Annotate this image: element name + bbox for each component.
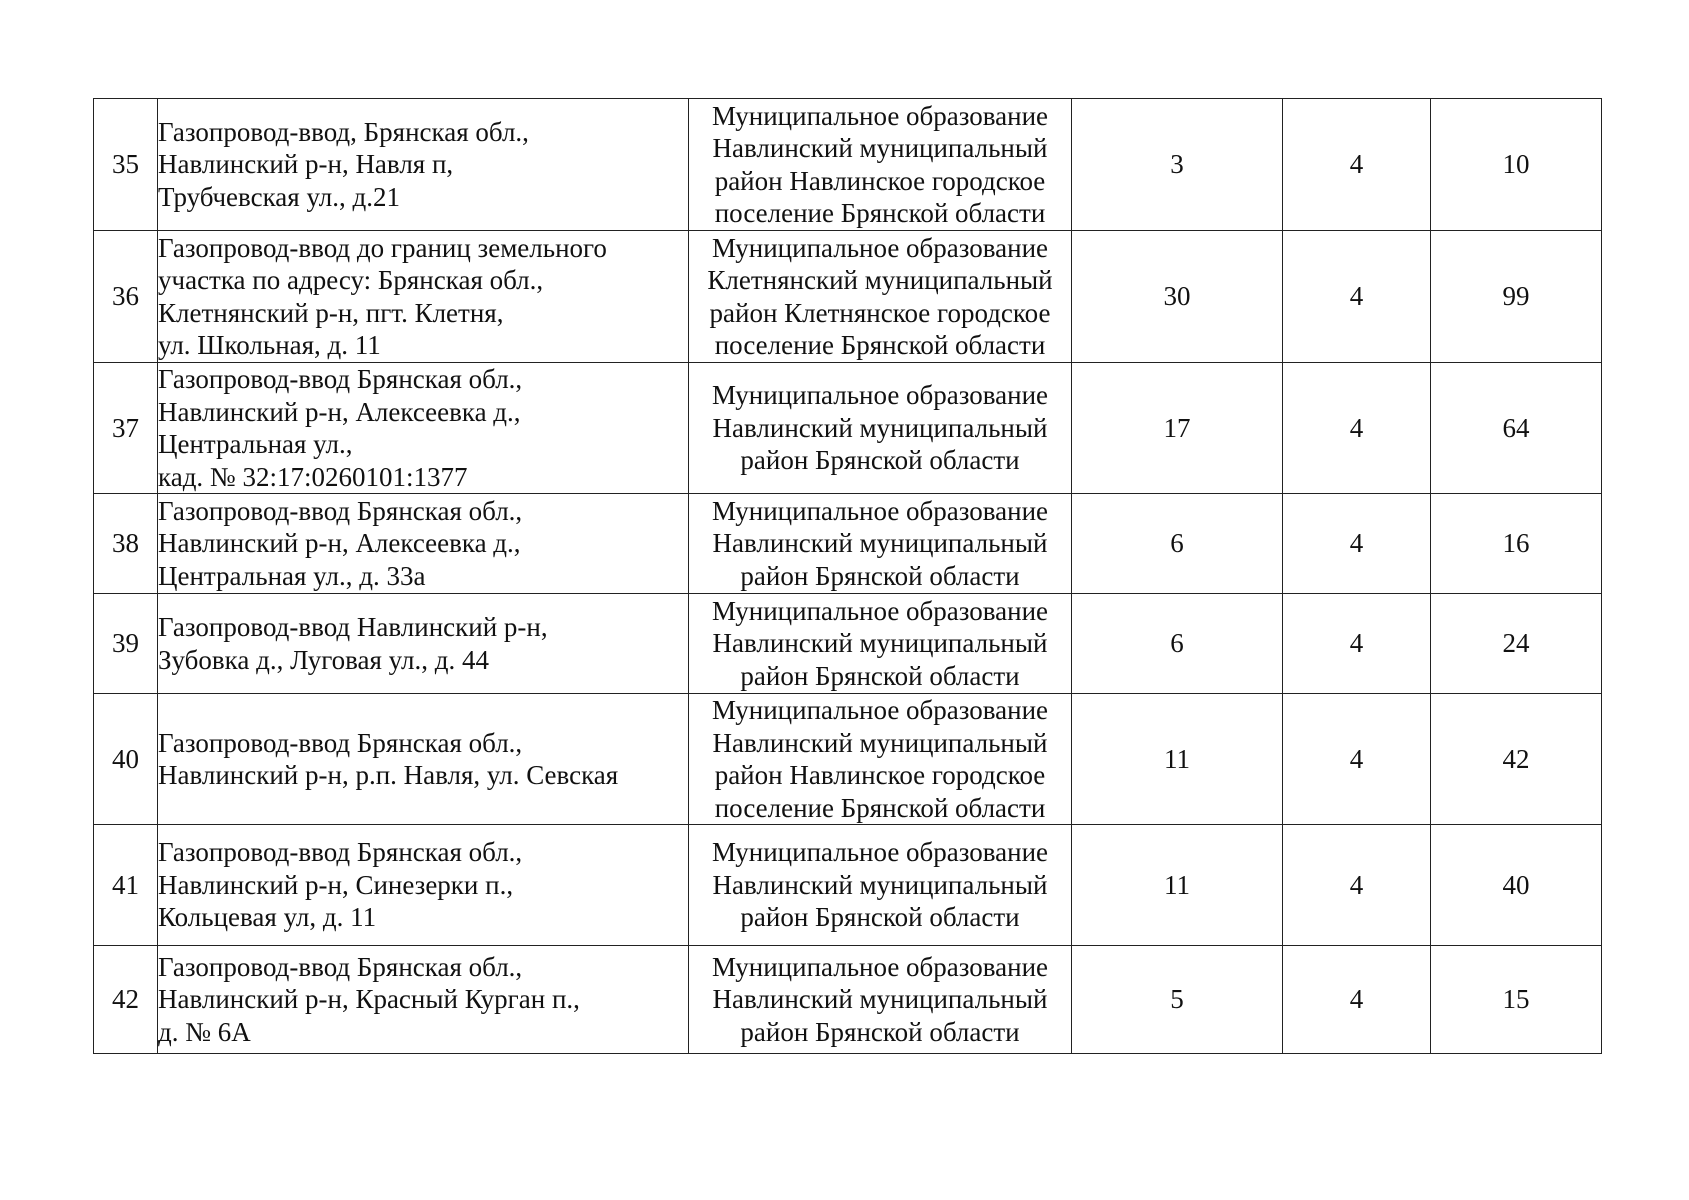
owner-cell <box>689 825 1072 946</box>
value-1-cell: 17 <box>1072 363 1283 494</box>
object-description-line: Газопровод-ввод Брянская обл., <box>158 837 523 868</box>
owner-line: Навлинский муниципальный <box>712 133 1048 163</box>
owner-cell <box>689 594 1072 694</box>
object-description-line: Клетнянский р-н, пгт. Клетня, <box>158 297 504 328</box>
object-description-line: Навлинский р-н, Красный Курган п., <box>158 984 580 1015</box>
row-number-cell: 41 <box>94 825 158 946</box>
owner-line: Навлинский муниципальный <box>712 412 1048 443</box>
object-description-line: Газопровод-ввод Брянская обл., <box>158 364 523 394</box>
value-3-cell: 99 <box>1431 231 1602 363</box>
object-description-line: Газопровод-ввод Брянская обл., <box>158 951 523 982</box>
value-1-cell: 6 <box>1072 494 1283 594</box>
table-row <box>94 594 1602 694</box>
owner-line: Навлинский муниципальный <box>712 628 1048 659</box>
gas-pipeline-register-table <box>93 98 1602 1054</box>
owner-line: район Брянской области <box>740 902 1020 933</box>
table-row <box>94 694 1602 825</box>
owner-line: поселение Брянской области <box>714 198 1046 228</box>
value-3-cell: 42 <box>1431 694 1602 825</box>
owner-line: район Навлинское городское <box>714 165 1046 196</box>
owner-line: поселение Брянской области <box>714 792 1046 823</box>
object-description-cell <box>158 946 689 1054</box>
owner-line: Навлинский муниципальный <box>712 528 1048 559</box>
object-description-line: Навлинский р-н, Алексеевка д., <box>158 396 521 427</box>
table-row <box>94 494 1602 594</box>
owner-line: Муниципальное образование <box>711 380 1049 411</box>
object-description-line: Навлинский р-н, р.п. Навля, ул. Севская <box>158 760 619 790</box>
owner-cell <box>689 694 1072 825</box>
table-body <box>94 99 1602 1054</box>
object-description-cell <box>158 231 689 363</box>
object-description-line: Центральная ул., д. 33а <box>158 560 426 591</box>
value-2-cell: 4 <box>1283 946 1431 1054</box>
value-1-cell: 5 <box>1072 946 1283 1054</box>
owner-line: поселение Брянской области <box>714 330 1046 360</box>
owner-line: район Брянской области <box>740 660 1020 691</box>
value-2-cell: 4 <box>1283 825 1431 946</box>
value-3-cell: 40 <box>1431 825 1602 946</box>
object-description-cell <box>158 363 689 494</box>
object-description-line: Кольцевая ул, д. 11 <box>158 902 377 933</box>
object-description-line: Газопровод-ввод, Брянская обл., <box>158 116 529 147</box>
object-description-cell <box>158 99 689 231</box>
value-2-cell: 4 <box>1283 594 1431 694</box>
object-description-line: участка по адресу: Брянская обл., <box>158 265 544 295</box>
owner-line: Муниципальное образование <box>711 695 1049 725</box>
object-description-line: Газопровод-ввод до границ земельного <box>158 232 607 263</box>
object-description-line: Центральная ул., <box>158 429 353 459</box>
owner-line: Навлинский муниципальный <box>712 869 1048 900</box>
row-number-cell: 36 <box>94 231 158 363</box>
object-description-line: Навлинский р-н, Алексеевка д., <box>158 528 521 559</box>
table-row <box>94 231 1602 363</box>
value-3-cell: 64 <box>1431 363 1602 494</box>
object-description-line: Навлинский р-н, Навля п, <box>158 149 454 180</box>
object-description-line: ул. Школьная, д. 11 <box>158 330 381 360</box>
value-2-cell: 4 <box>1283 494 1431 594</box>
object-description-line: кад. № 32:17:0260101:1377 <box>158 461 468 492</box>
value-2-cell: 4 <box>1283 363 1431 494</box>
table-row <box>94 946 1602 1054</box>
object-description-line: д. № 6А <box>158 1016 251 1047</box>
owner-line: Навлинский муниципальный <box>712 727 1048 758</box>
owner-cell <box>689 946 1072 1054</box>
value-2-cell: 4 <box>1283 694 1431 825</box>
owner-line: Клетнянский муниципальный <box>707 265 1053 295</box>
owner-cell <box>689 494 1072 594</box>
value-3-cell: 15 <box>1431 946 1602 1054</box>
value-3-cell: 10 <box>1431 99 1602 231</box>
owner-cell <box>689 363 1072 494</box>
object-description-cell <box>158 694 689 825</box>
object-description-line: Навлинский р-н, Синезерки п., <box>158 869 514 900</box>
row-number-cell: 38 <box>94 494 158 594</box>
table-row <box>94 825 1602 946</box>
value-2-cell: 4 <box>1283 231 1431 363</box>
row-number-cell: 37 <box>94 363 158 494</box>
value-1-cell: 6 <box>1072 594 1283 694</box>
object-description-cell <box>158 825 689 946</box>
table-row <box>94 363 1602 494</box>
owner-line: Навлинский муниципальный <box>712 984 1048 1015</box>
value-1-cell: 11 <box>1072 694 1283 825</box>
value-1-cell: 11 <box>1072 825 1283 946</box>
owner-line: район Брянской области <box>740 1016 1020 1047</box>
owner-line: Муниципальное образование <box>711 595 1049 626</box>
value-2-cell: 4 <box>1283 99 1431 231</box>
object-description-cell <box>158 494 689 594</box>
row-number-cell: 39 <box>94 594 158 694</box>
object-description-cell <box>158 594 689 694</box>
owner-line: район Навлинское городское <box>714 760 1046 790</box>
owner-line: район Брянской области <box>740 560 1020 591</box>
owner-line: район Клетнянское городское <box>709 297 1051 328</box>
object-description-line: Зубовка д., Луговая ул., д. 44 <box>158 644 489 675</box>
row-number-cell: 42 <box>94 946 158 1054</box>
object-description-line: Трубчевская ул., д.21 <box>158 181 400 212</box>
object-description-line: Газопровод-ввод Брянская обл., <box>158 495 523 526</box>
owner-line: Муниципальное образование <box>711 837 1049 868</box>
object-description-line: Газопровод-ввод Брянская обл., <box>158 727 523 758</box>
owner-cell <box>689 99 1072 231</box>
value-3-cell: 16 <box>1431 494 1602 594</box>
row-number-cell: 35 <box>94 99 158 231</box>
owner-line: Муниципальное образование <box>711 232 1049 263</box>
value-1-cell: 3 <box>1072 99 1283 231</box>
owner-cell <box>689 231 1072 363</box>
row-number-cell: 40 <box>94 694 158 825</box>
value-1-cell: 30 <box>1072 231 1283 363</box>
table-row <box>94 99 1602 231</box>
value-3-cell: 24 <box>1431 594 1602 694</box>
owner-line: район Брянской области <box>740 445 1020 476</box>
owner-line: Муниципальное образование <box>711 951 1049 982</box>
owner-line: Муниципальное образование <box>711 100 1049 131</box>
owner-line: Муниципальное образование <box>711 495 1049 526</box>
object-description-line: Газопровод-ввод Навлинский р-н, <box>158 612 548 642</box>
